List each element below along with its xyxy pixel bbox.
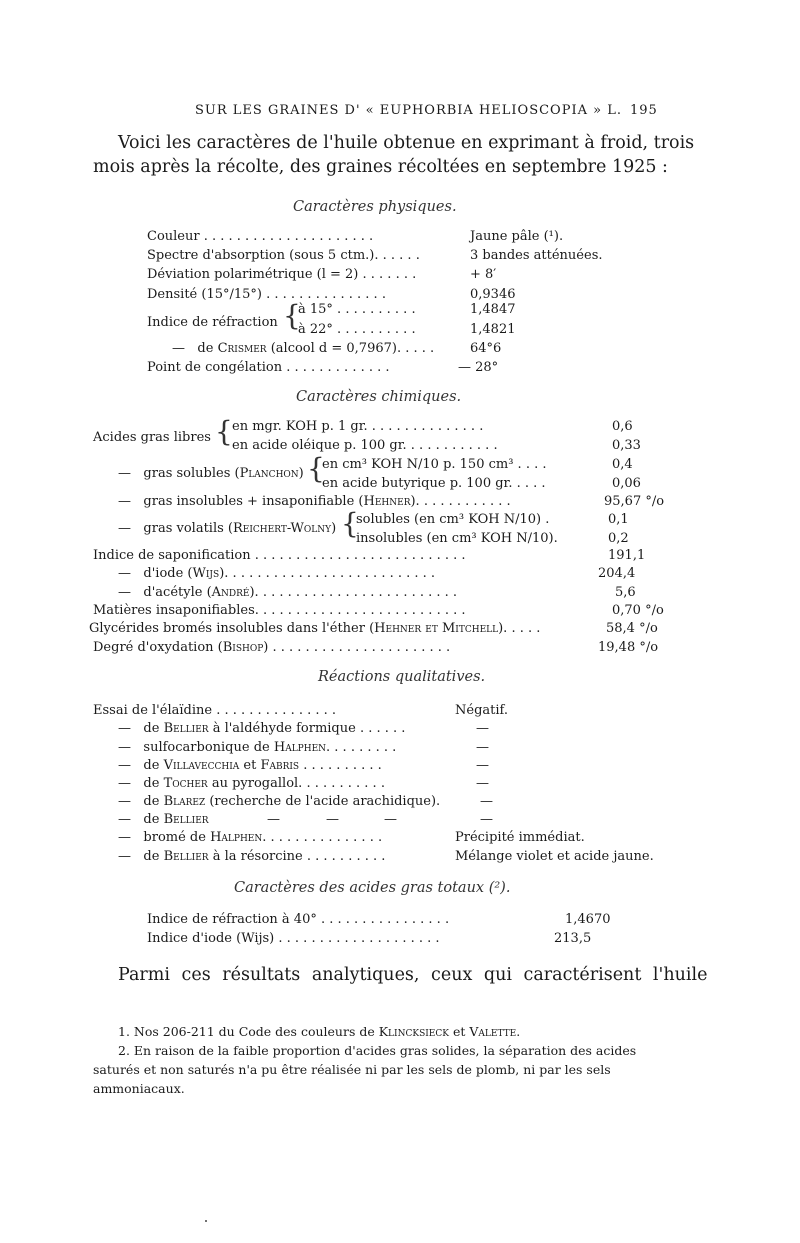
page-number: 195 [630, 103, 658, 118]
iode-author: Wijs [192, 566, 220, 581]
totaux-refraction-label: Indice de réfraction à 40° . . . . . . . . . . . . . . . . [147, 912, 450, 927]
bellier-formique-author: Bellier [163, 721, 209, 736]
acetyle-row [118, 585, 457, 600]
refraction-15-label: à 15° . . . . . . . . . . [298, 302, 416, 317]
volatils-author: Reichert-Wolny [233, 521, 332, 536]
acetyle-dash: — [118, 585, 131, 600]
crismer-row [172, 341, 434, 356]
bellier-resorcine-pre: de [143, 849, 160, 864]
glycerides-row [89, 621, 540, 636]
crismer-author: Crismer [217, 341, 267, 356]
blarez-row [118, 794, 440, 809]
footnote-2-line-2: saturés et non saturés n'a pu être réalisée ni par les sels de plomb, ni par les sels [93, 1062, 611, 1077]
tocher-rest: au pyrogallol. . . . . . . . . . . [211, 776, 385, 791]
bellier2-ditto-1: — [267, 812, 280, 827]
volatils-value-2: 0,2 [608, 531, 629, 546]
tocher-pre: de [143, 776, 160, 791]
villavecchia-author: Villavecchia [163, 758, 240, 773]
solubles-value-2: 0,06 [612, 476, 641, 491]
acetyle-text: d'acétyle ( [143, 585, 212, 600]
oxydation-rest: ) . . . . . . . . . . . . . . . . . . . . . . [263, 640, 451, 655]
bellier2-dash: — [118, 812, 131, 827]
halphen-brome-value: Précipité immédiat. [455, 830, 585, 845]
halphen-sulfo-value: — [476, 740, 489, 755]
bellier-formique-rest: à l'aldéhyde formique . . . . . . [212, 721, 406, 736]
crismer-rest: (alcool d = 0,7967). . . . . [270, 341, 435, 356]
volatils-row-1: solubles (en cm³ KOH N/10) . [356, 512, 550, 527]
halphen-brome-dash: — [118, 830, 131, 845]
insolubles-rest: ). . . . . . . . . . . . [410, 494, 511, 509]
volatils-text: gras volatils ( [143, 521, 233, 536]
footnote-1-text: 1. Nos 206-211 du Code des couleurs de [118, 1024, 375, 1039]
brace-refraction: { [283, 299, 301, 332]
halphen-sulfo-dash: — [118, 740, 131, 755]
totaux-iode-value: 213,5 [554, 931, 592, 946]
glycerides-rest: ). . . . . [498, 621, 541, 636]
halphen-brome-pre: bromé de [143, 830, 206, 845]
refraction-22-value: 1,4821 [470, 322, 516, 337]
glycerides-value: 58,4 °/o [606, 621, 658, 636]
halphen-sulfo-pre: sulfocarbonique de [143, 740, 270, 755]
tocher-value: — [476, 776, 489, 791]
section-heading-acides-totaux: Caractères des acides gras totaux (²). [234, 880, 511, 896]
footnote-1-author: Klincksieck [378, 1024, 449, 1039]
brace-volatils: { [341, 507, 359, 540]
brace-libres: { [215, 415, 233, 448]
bellier-resorcine-value: Mélange violet et acide jaune. [455, 849, 654, 864]
gras-volatils-label [118, 521, 336, 536]
halphen-brome-author: Halphen [210, 830, 263, 845]
print-speck [205, 1220, 207, 1222]
elaidine-label: Essai de l'élaïdine . . . . . . . . . . . . . . . [93, 703, 337, 718]
blarez-pre: de [143, 794, 160, 809]
volatils-dash: — [118, 521, 131, 536]
section-heading-chimiques: Caractères chimiques. [296, 389, 462, 405]
bellier2-row [118, 812, 209, 827]
deviation-label: Déviation polarimétrique (l = 2) . . . . . . . [147, 267, 417, 282]
blarez-author: Blarez [163, 794, 206, 809]
iode-dash: — [118, 566, 131, 581]
gras-solubles-label [118, 466, 304, 481]
congelation-label: Point de congélation . . . . . . . . . . . . . [147, 360, 390, 375]
elaidine-value: Négatif. [455, 703, 509, 718]
libres-value-1: 0,6 [612, 419, 633, 434]
insolubles-author: Hehner [363, 494, 411, 509]
bellier2-value: — [480, 812, 493, 827]
footnote-2-line-3: ammoniacaux. [93, 1081, 185, 1096]
blarez-dash: — [118, 794, 131, 809]
oxydation-row [93, 640, 450, 655]
tocher-dash: — [118, 776, 131, 791]
totaux-iode-label: Indice d'iode (Wijs) . . . . . . . . . . . . . . . . . . . . [147, 931, 440, 946]
acides-libres-label: Acides gras libres [93, 430, 211, 445]
iode-text: d'iode ( [143, 566, 193, 581]
footnote-1-mid: et [452, 1024, 466, 1039]
footnote-1 [118, 1024, 520, 1039]
fabris-author: Fabris [260, 758, 300, 773]
solubles-row-1: en cm³ KOH N/10 p. 150 cm³ . . . . [322, 457, 547, 472]
solubles-row-2: en acide butyrique p. 100 gr. . . . . [322, 476, 546, 491]
footnote-1-author-2: Valette [469, 1024, 517, 1039]
blarez-value: — [480, 794, 493, 809]
crismer-dash: — [172, 341, 185, 356]
bellier2-pre: de [143, 812, 160, 827]
bellier-formique-value: — [476, 721, 489, 736]
libres-row-1: en mgr. KOH p. 1 gr. . . . . . . . . . . . . . . [232, 419, 484, 434]
insaponifiables-value: 0,70 °/o [612, 603, 664, 618]
halphen-brome-rest: . . . . . . . . . . . . . . . [262, 830, 383, 845]
footnote-1-end: . [516, 1024, 521, 1039]
saponification-value: 191,1 [608, 548, 646, 563]
couleur-value: Jaune pâle (¹). [470, 229, 564, 244]
solubles-text: gras solubles ( [143, 466, 240, 481]
villavecchia-pre: de [143, 758, 160, 773]
couleur-label: Couleur . . . . . . . . . . . . . . . . . . . . . [147, 229, 374, 244]
solubles-close: ) [298, 466, 304, 481]
crismer-de: de [197, 341, 214, 356]
villavecchia-row [118, 758, 382, 773]
spectre-label: Spectre d'absorption (sous 5 ctm.). . . . . . [147, 248, 420, 263]
halphen-brome-row [118, 830, 382, 845]
halphen-sulfo-row [118, 740, 396, 755]
glycerides-authors: Hehner et Mitchell [374, 621, 499, 636]
acetyle-rest: ). . . . . . . . . . . . . . . . . . . . . . . . . [249, 585, 458, 600]
bellier-resorcine-rest: à la résorcine . . . . . . . . . . [212, 849, 386, 864]
volatils-close: ) [331, 521, 337, 536]
section-heading-qualitatives: Réactions qualitatives. [318, 669, 486, 685]
bellier-formique-dash: — [118, 721, 131, 736]
volatils-value-1: 0,1 [608, 512, 629, 527]
refraction-label: Indice de réfraction [147, 315, 278, 330]
villavecchia-rest: . . . . . . . . . . [303, 758, 382, 773]
iode-rest: ). . . . . . . . . . . . . . . . . . . . . . . . . . [219, 566, 436, 581]
footnote-2-line-1: 2. En raison de la faible proportion d'acides gras solides, la séparation des acides [118, 1043, 637, 1058]
iode-row [118, 566, 435, 581]
iode-value: 204,4 [598, 566, 636, 581]
libres-value-2: 0,33 [612, 438, 641, 453]
totaux-refraction-value: 1,4670 [565, 912, 611, 927]
solubles-author: Planchon [239, 466, 299, 481]
insolubles-value: 95,67 °/o [604, 494, 665, 509]
acetyle-author: André [211, 585, 250, 600]
refraction-22-label: à 22° . . . . . . . . . . [298, 322, 416, 337]
bellier2-ditto-2: — [326, 812, 339, 827]
refraction-15-value: 1,4847 [470, 302, 516, 317]
conclusion-line: Parmi ces résultats analytiques, ceux qui caractérisent l'huile [118, 965, 708, 985]
volatils-row-2: insolubles (en cm³ KOH N/10). [356, 531, 558, 546]
bellier-formique-pre: de [143, 721, 160, 736]
libres-row-2: en acide oléique p. 100 gr. . . . . . . . . . . . [232, 438, 498, 453]
tocher-author: Tocher [163, 776, 208, 791]
insolubles-text: gras insolubles + insaponifiable ( [143, 494, 364, 509]
halphen-sulfo-rest: . . . . . . . . . [326, 740, 397, 755]
densite-value: 0,9346 [470, 287, 516, 302]
bellier-formique-row [118, 721, 405, 736]
gras-insolubles-row [118, 494, 511, 509]
acetyle-value: 5,6 [615, 585, 636, 600]
densite-label: Densité (15°/15°) . . . . . . . . . . . . . . . [147, 287, 386, 302]
intro-line-2: mois après la récolte, des graines récoltées en septembre 1925 : [93, 157, 668, 177]
spectre-value: 3 bandes atténuées. [470, 248, 603, 263]
insolubles-dash: — [118, 494, 131, 509]
oxydation-author: Bishop [222, 640, 264, 655]
oxydation-value: 19,48 °/o [598, 640, 659, 655]
running-header: SUR LES GRAINES D' « EUPHORBIA HELIOSCOPIA » L. [195, 103, 622, 118]
section-heading-physiques: Caractères physiques. [293, 199, 457, 215]
villavecchia-value: — [476, 758, 489, 773]
insaponifiables-label: Matières insaponifiables. . . . . . . . . . . . . . . . . . . . . . . . . . [93, 603, 466, 618]
brace-solubles: { [307, 452, 325, 485]
blarez-rest: (recherche de l'acide arachidique). [209, 794, 441, 809]
bellier2-ditto-3: — [384, 812, 397, 827]
saponification-label: Indice de saponification . . . . . . . . . . . . . . . . . . . . . . . . . . [93, 548, 466, 563]
bellier-resorcine-dash: — [118, 849, 131, 864]
crismer-value: 64°6 [470, 341, 502, 356]
solubles-value-1: 0,4 [612, 457, 633, 472]
villavecchia-mid: et [243, 758, 257, 773]
villavecchia-dash: — [118, 758, 131, 773]
deviation-value: + 8′ [470, 267, 497, 282]
bellier2-author: Bellier [163, 812, 209, 827]
glycerides-text: Glycérides bromés insolubles dans l'éther ( [89, 621, 375, 636]
bellier-resorcine-row [118, 849, 385, 864]
tocher-row [118, 776, 385, 791]
oxydation-text: Degré d'oxydation ( [93, 640, 223, 655]
solubles-dash: — [118, 466, 131, 481]
congelation-value: — 28° [458, 360, 499, 375]
bellier-resorcine-author: Bellier [163, 849, 209, 864]
halphen-sulfo-author: Halphen [273, 740, 327, 755]
intro-line-1: Voici les caractères de l'huile obtenue en exprimant à froid, trois [118, 133, 695, 153]
